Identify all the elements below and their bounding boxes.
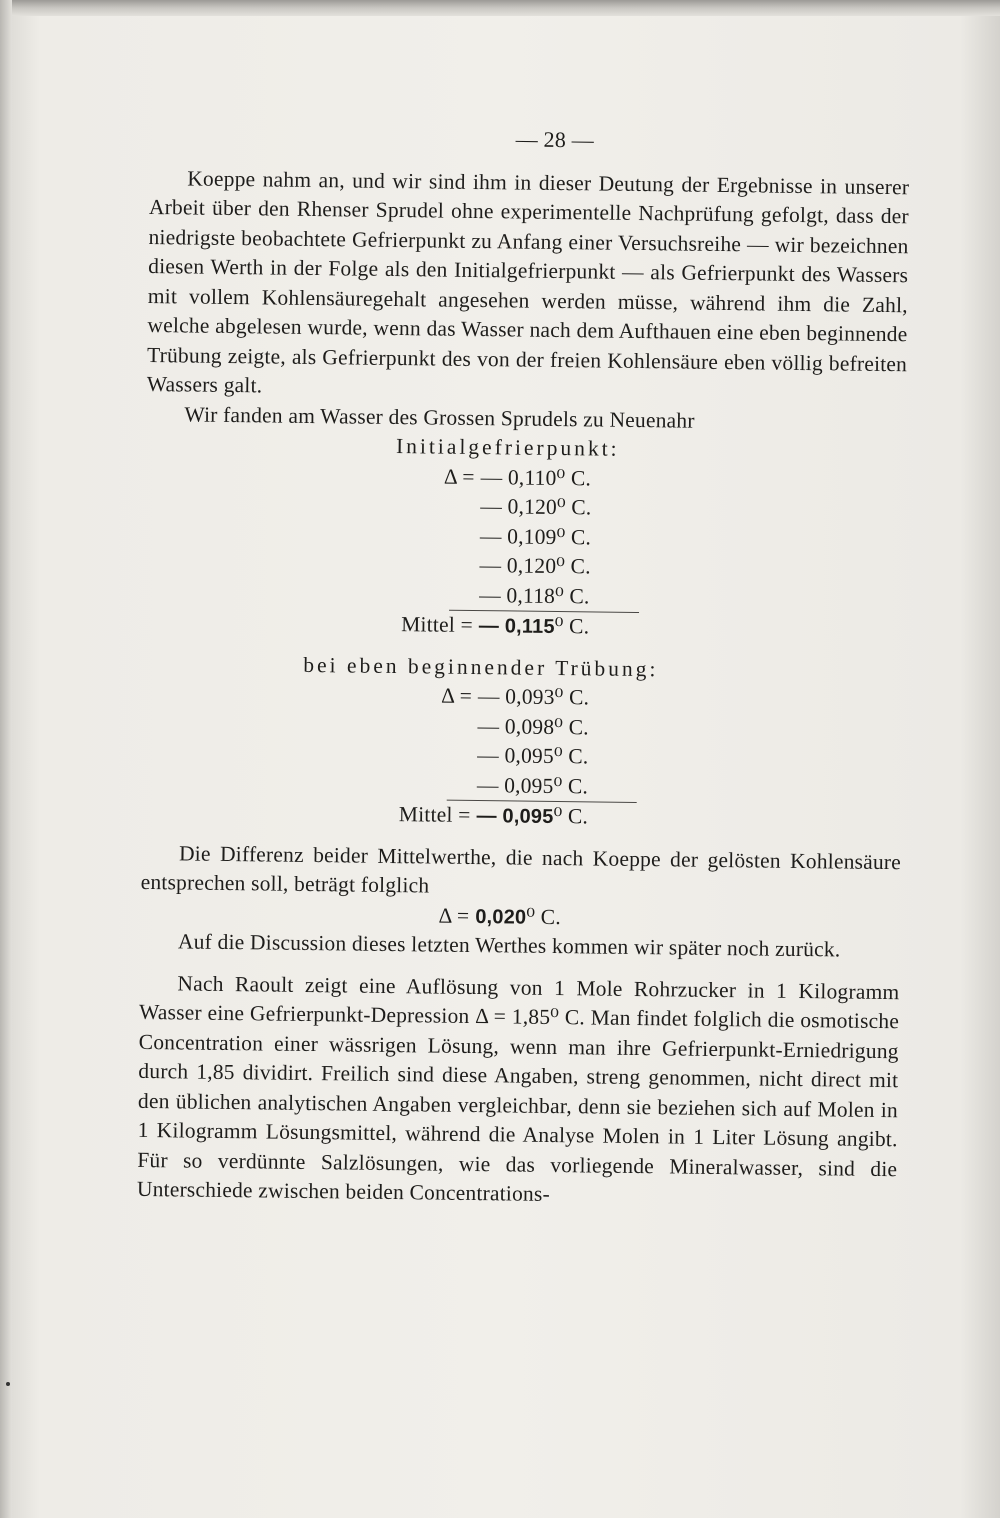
measurement-row: — 0,098⁰ C. xyxy=(477,713,589,739)
measurement-row: — 0,120⁰ C. xyxy=(480,494,592,520)
paragraph-discussion: Auf die Discussion dieses letzten Werthes kommen wir später noch zurück. xyxy=(177,929,841,962)
paragraph-raoult: Nach Raoult zeigt eine Auflösung von 1 Mole Rohrzucker in 1 Kilogramm Wasser eine Gefrierpunkt-Depression Δ = 1,85⁰ C. Man findet folglich die osmotische Concentration einer wässrigen Lösung, wenn man ihre Gefrierpunkt-Erniedrigung durch 1,85 dividirt. Freilich sind diese Angaben, streng genommen, nicht direct mit den üblichen analytischen Angaben vergleichbar, denn sie beziehen sich auf Molen in 1 Kilogramm Lösungsmittel, während die Analyse Molen in 1 Liter Lösung angibt. Für so verdünnte Salzlösungen, wie das vorliegende Mineralwasser, sind die Unterschiede zwischen beiden Concentrations- xyxy=(136,970,900,1206)
measurement-row: — 0,109⁰ C. xyxy=(479,523,592,549)
turbidity-heading: bei eben beginnender Trübung: xyxy=(303,652,659,681)
measurement-row: — 0,120⁰ C. xyxy=(479,553,591,579)
ink-speck xyxy=(6,1382,10,1386)
measurement-row: — 0,118⁰ C. xyxy=(479,582,590,608)
difference-row: Δ = 0,020⁰ C. xyxy=(438,903,562,929)
initial-freezing-heading: Initialgefrierpunkt: xyxy=(395,434,620,461)
measurement-row: — 0,095⁰ C. xyxy=(476,772,589,798)
measurement-row: Δ = — 0,093⁰ C. xyxy=(441,683,590,710)
paragraph-koeppe: Koeppe nahm an, und wir sind ihm in dieser Deutung der Ergebnisse in unserer Arbeit über den Rhenser Sprudel ohne experimentelle Nachprüfung gefolgt, dass der niedrigste beobachtete Gefrierpunkt zu Anfang einer Versuchsreihe — wir bezeichnen diesen Werth in der Folge als den Initialgefrierpunkt — als Gefrierpunkt des Wassers mit vollem Kohlensäuregehalt angesehen werden müsse, während ihm die Zahl, welche abgelesen wurde, wenn das Wasser nach dem Aufthauen eine eben beginnende Trübung zeigte, als Gefrierpunkt des von der freien Kohlensäure eben völlig befreiten Wassers galt. xyxy=(146,165,910,398)
mean-row: Mittel = — 0,095⁰ C. xyxy=(398,802,589,829)
paragraph-difference: Die Differenz beider Mittelwerthe, die nach Koeppe der gelösten Kohlensäure entsprechen soll, beträgt folglich xyxy=(140,840,902,898)
initial-measurements xyxy=(144,458,706,643)
measurement-row: Δ = — 0,110⁰ C. xyxy=(443,464,592,490)
page-left-edge xyxy=(0,0,12,1518)
mean-value: — 0,095 xyxy=(476,805,554,828)
mean-value: — 0,115 xyxy=(478,615,555,638)
measurement-row: — 0,095⁰ C. xyxy=(477,743,589,769)
page-number: — 28 — xyxy=(515,126,595,153)
page-top-edge xyxy=(0,0,1000,16)
paragraph-neuenahr: Wir fanden am Wasser des Grossen Sprudels zu Neuenahr xyxy=(184,401,695,433)
page-content xyxy=(137,120,910,1214)
difference-value: 0,020 xyxy=(475,905,527,929)
turbidity-measurements xyxy=(141,678,703,833)
mean-row: Mittel = — 0,115⁰ C. xyxy=(401,612,590,639)
